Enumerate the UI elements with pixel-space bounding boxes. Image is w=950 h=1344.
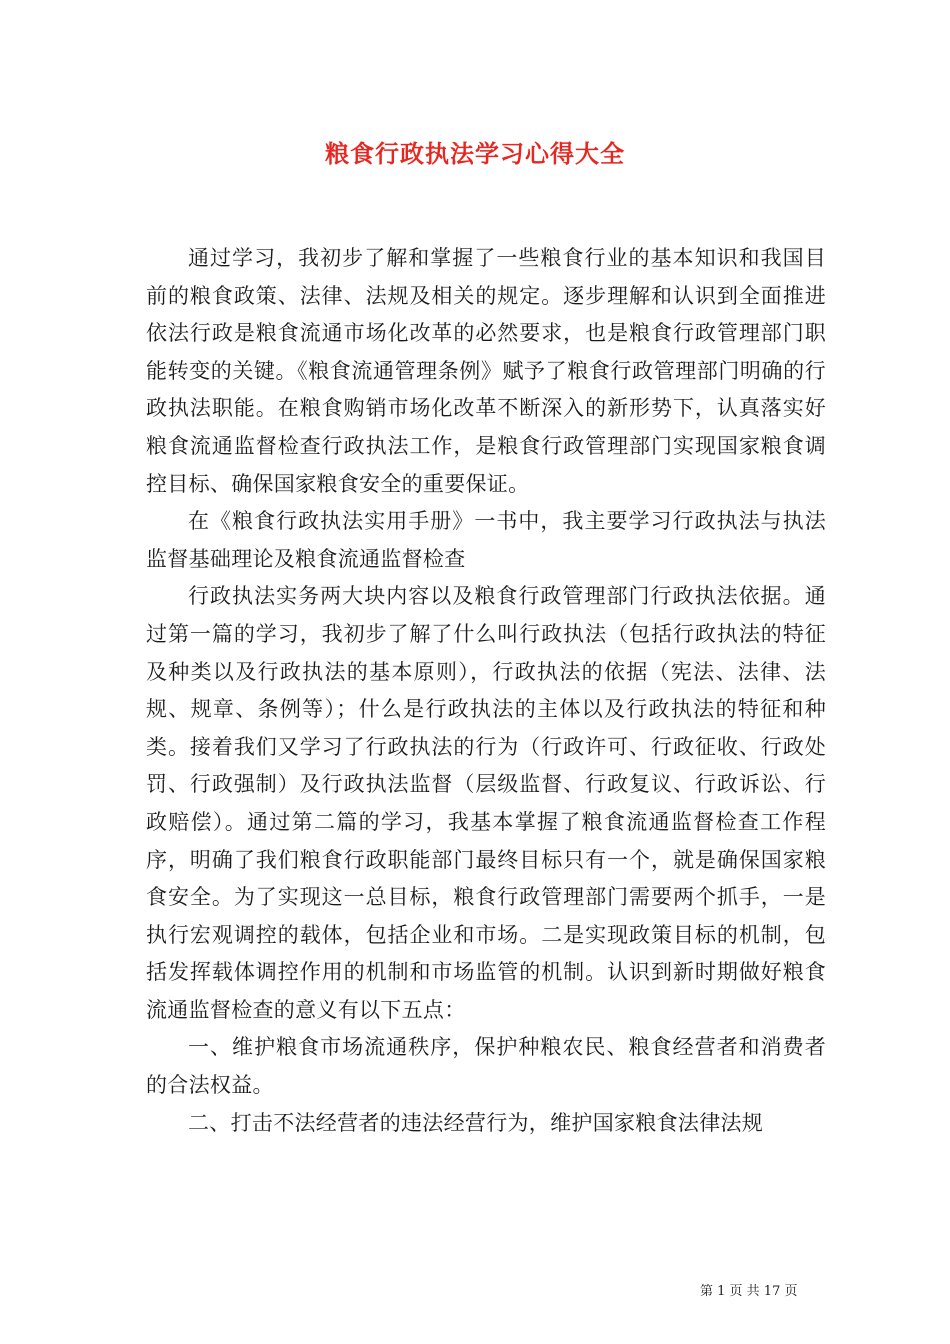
paragraph: 一、维护粮食市场流通秩序，保护种粮农民、粮食经营者和消费者的合法权益。 — [146, 1035, 826, 1098]
paragraph: 通过学习，我初步了解和掌握了一些粮食行业的基本知识和我国目前的粮食政策、法律、法规及相关的规定。逐步理解和认识到全面推进依法行政是粮食流通市场化改革的必然要求，也是粮食行政管理部门职能转变的关键。《粮食流通管理条例》赋予了粮食行政管理部门明确的行政执法职能。在粮食购销市场化改革不断深入的新形势下，认真落实好粮食流通监督检查行政执法工作，是粮食行政管理部门实现国家粮食调控目标、确保国家粮食安全的重要保证。 — [146, 246, 826, 496]
document-body — [146, 240, 826, 1142]
paragraph: 行政执法实务两大块内容以及粮食行政管理部门行政执法依据。通过第一篇的学习，我初步了解了什么叫行政执法（包括行政执法的特征及种类以及行政执法的基本原则），行政执法的依据（宪法、法律、法规、规章、条例等）；什么是行政执法的主体以及行政执法的特征和种类。接着我们又学习了行政执法的行为（行政许可、行政征收、行政处罚、行政强制）及行政执法监督（层级监督、行政复议、行政诉讼、行政赔偿）。通过第二篇的学习，我基本掌握了粮食流通监督检查工作程序，明确了我们粮食行政职能部门最终目标只有一个，就是确保国家粮食安全。为了实现这一总目标，粮食行政管理部门需要两个抓手，一是执行宏观调控的载体，包括企业和市场。二是实现政策目标的机制，包括发挥载体调控作用的机制和市场监管的机制。认识到新时期做好粮食流通监督检查的意义有以下五点： — [146, 584, 826, 1022]
document-title: 粮食行政执法学习心得大全 — [325, 139, 625, 168]
paragraph: 在《粮食行政执法实用手册》一书中，我主要学习行政执法与执法监督基础理论及粮食流通监督检查 — [146, 509, 826, 571]
page-number: 第 1 页 共 17 页 — [700, 1284, 798, 1299]
paragraph: 二、打击不法经营者的违法经营行为，维护国家粮食法律法规 — [188, 1110, 764, 1135]
